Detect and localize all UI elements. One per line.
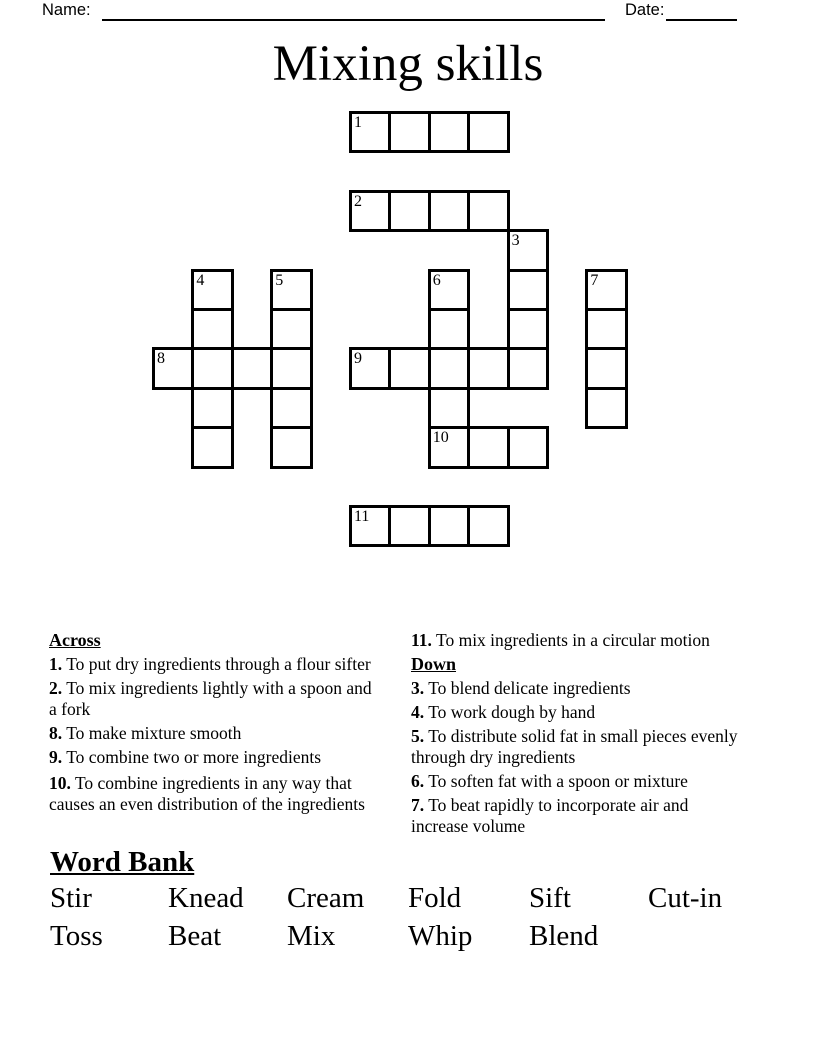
clue-number: 11.	[411, 630, 432, 650]
clue-number: 3.	[411, 678, 425, 698]
word-bank-item: Mix	[287, 920, 336, 952]
grid-cell	[428, 505, 470, 547]
grid-cell	[270, 308, 312, 350]
clue-text: To soften fat with a spoon or mixture	[428, 771, 688, 791]
clue-text: To blend delicate ingredients	[428, 678, 631, 698]
grid-cell	[349, 505, 391, 547]
cell-number: 2	[354, 192, 362, 210]
grid-cell	[428, 426, 470, 468]
clue-down-4	[411, 702, 747, 723]
word-bank-item: Fold	[408, 882, 462, 914]
clue-across-8	[49, 723, 379, 744]
clue-number: 5.	[411, 726, 425, 746]
cell-number: 4	[196, 271, 205, 289]
clue-text: To make mixture smooth	[66, 723, 242, 743]
grid-cell	[507, 269, 549, 311]
grid-cell	[585, 308, 627, 350]
clue-number: 10.	[49, 773, 71, 793]
clue-number: 9.	[49, 747, 63, 767]
clue-down-3	[411, 678, 747, 699]
page-title: Mixing skills	[272, 36, 544, 92]
down-heading: Down	[411, 654, 457, 674]
grid-cell	[428, 387, 470, 429]
word-bank-item: Blend	[529, 920, 599, 952]
grid-cell	[507, 308, 549, 350]
cell-number: 6	[432, 271, 441, 289]
grid-cell	[467, 111, 509, 153]
word-bank	[50, 879, 722, 955]
grid-cell	[428, 308, 470, 350]
clue-across-10	[49, 773, 379, 815]
grid-cell	[270, 426, 312, 468]
clue-across-11	[411, 630, 747, 651]
name-blank-line	[102, 2, 605, 21]
grid-cell	[191, 426, 233, 468]
grid-cell	[388, 347, 430, 389]
grid-cell	[507, 229, 549, 271]
clue-across-9	[49, 747, 379, 768]
clue-text: To combine ingredients in any way that causes an even distribution of the ingredients	[49, 773, 365, 814]
cell-number: 8	[157, 350, 165, 368]
date-blank-line	[666, 2, 737, 21]
cell-number: 10	[432, 429, 449, 447]
clue-number: 8.	[49, 723, 63, 743]
grid-cell	[388, 190, 430, 232]
grid-cell	[467, 426, 509, 468]
cell-number: 1	[354, 114, 362, 131]
cell-number: 11	[354, 508, 370, 525]
clue-text: To work dough by hand	[428, 702, 596, 722]
clue-down-7	[411, 795, 747, 837]
word-bank-item: Knead	[168, 882, 244, 914]
grid-cell	[152, 347, 194, 389]
grid-cell	[191, 269, 233, 311]
grid-cell	[507, 426, 549, 468]
clues-right-column	[411, 630, 747, 840]
name-label: Name:	[42, 1, 91, 19]
grid-cell	[585, 347, 627, 389]
word-bank-item: Toss	[50, 920, 103, 952]
clue-number: 1.	[49, 654, 63, 674]
grid-cell	[349, 190, 391, 232]
grid-cell	[270, 387, 312, 429]
grid-cell	[388, 111, 430, 153]
word-bank-item: Sift	[529, 882, 571, 914]
grid-cell	[507, 347, 549, 389]
grid-cell	[191, 387, 233, 429]
grid-cell	[231, 347, 273, 389]
word-bank-item: Stir	[50, 882, 92, 914]
clue-down-6	[411, 771, 747, 792]
cell-number: 3	[511, 232, 520, 250]
grid-cell	[467, 505, 509, 547]
clue-across-2	[49, 678, 379, 720]
grid-cell	[585, 387, 627, 429]
cell-number: 5	[275, 271, 284, 289]
grid-cell	[428, 111, 470, 153]
grid-cell	[388, 505, 430, 547]
across-heading: Across	[49, 630, 101, 650]
grid-cell	[428, 190, 470, 232]
word-bank-item: Cut-in	[648, 882, 723, 914]
clue-number: 7.	[411, 795, 425, 815]
word-bank-item: Cream	[287, 882, 365, 914]
date-label: Date:	[625, 1, 665, 19]
word-bank-item: Beat	[168, 920, 222, 952]
clue-down-5	[411, 726, 747, 768]
clue-text: To combine two or more ingredients	[66, 747, 322, 767]
grid-cell	[270, 347, 312, 389]
word-bank-item: Whip	[408, 920, 473, 952]
clue-text: To distribute solid fat in small pieces evenly through dry ingredients	[411, 726, 738, 767]
clue-number: 2.	[49, 678, 63, 698]
clue-across-1	[49, 654, 379, 675]
clues-left-column	[49, 630, 379, 818]
grid-cell	[349, 347, 391, 389]
grid-cell	[428, 269, 470, 311]
clue-number: 6.	[411, 771, 425, 791]
grid-cell	[467, 190, 509, 232]
clue-text: To put dry ingredients through a flour sifter	[66, 654, 371, 674]
grid-cell	[270, 269, 312, 311]
clue-number: 4.	[411, 702, 425, 722]
clue-text: To mix ingredients lightly with a spoon and a fork	[49, 678, 372, 719]
clue-text: To beat rapidly to incorporate air and increase volume	[411, 795, 689, 836]
word-bank-heading: Word Bank	[50, 846, 195, 878]
grid-cell	[349, 111, 391, 153]
cell-number: 7	[590, 271, 599, 289]
grid-cell	[191, 347, 233, 389]
grid-cell	[467, 347, 509, 389]
grid-cell	[585, 269, 627, 311]
clue-text: To mix ingredients in a circular motion	[435, 630, 710, 650]
cell-number: 9	[354, 350, 362, 368]
grid-cell	[428, 347, 470, 389]
grid-cell	[191, 308, 233, 350]
